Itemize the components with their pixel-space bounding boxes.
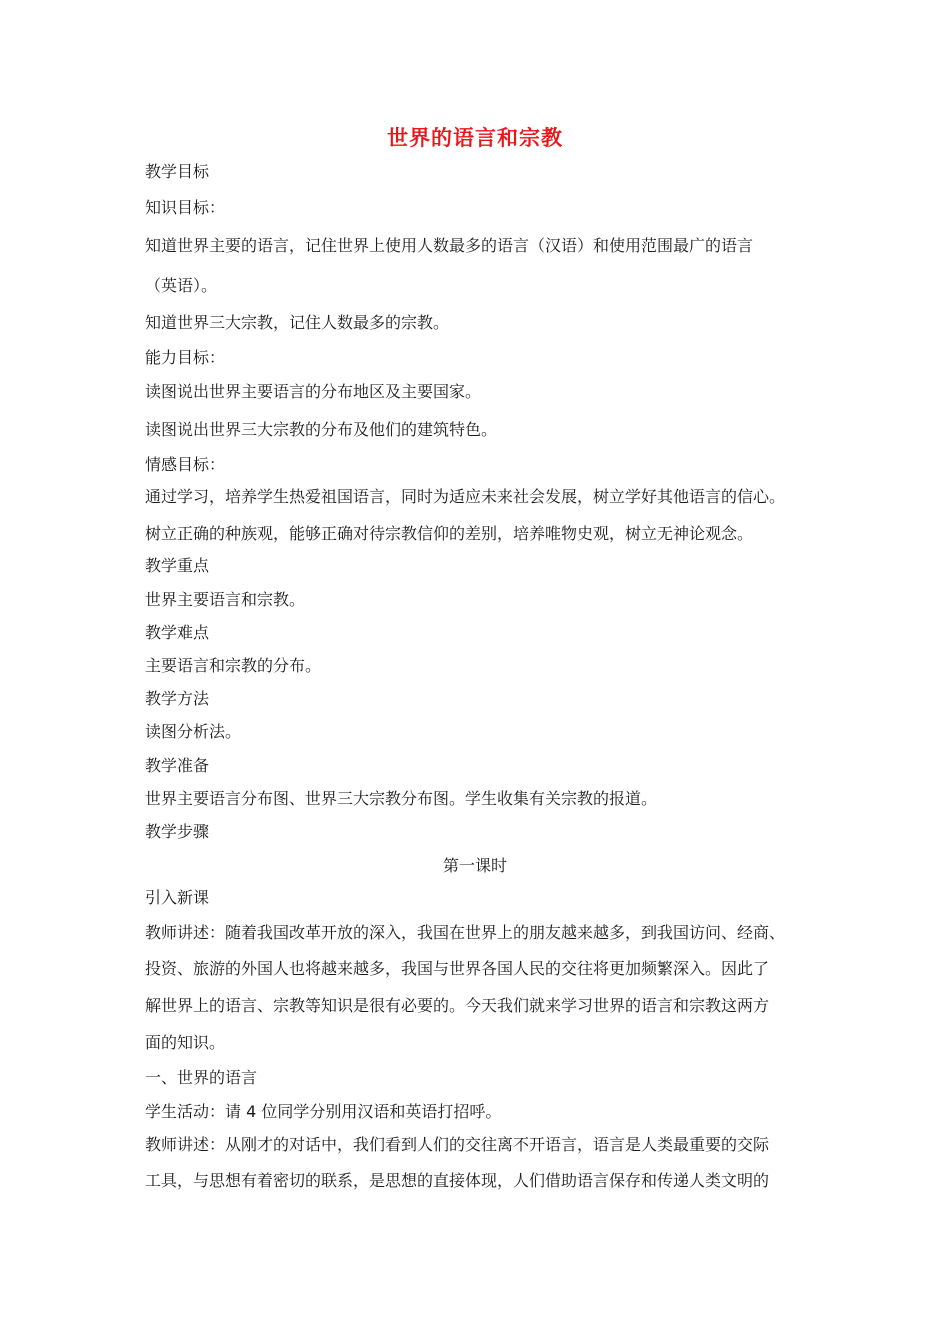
subheading: 引入新课 — [145, 888, 210, 907]
subheading: 能力目标： — [145, 348, 226, 367]
subheading: 情感目标： — [145, 455, 226, 474]
section-heading: 教学方法 — [145, 689, 210, 708]
paragraph-line: 投资、旅游的外国人也将越来越多，我国与世界各国人民的交往将更加频繁深入。因此了 — [145, 959, 770, 978]
section-heading: 教学步骤 — [145, 822, 210, 841]
section-heading: 教学重点 — [145, 556, 210, 575]
paragraph-line: 通过学习，培养学生热爱祖国语言，同时为适应未来社会发展，树立学好其他语言的信心。 — [145, 487, 786, 506]
paragraph-line: 解世界上的语言、宗教等知识是很有必要的。今天我们就来学习世界的语言和宗教这两方 — [145, 996, 770, 1015]
subheading: 一、世界的语言 — [145, 1068, 258, 1087]
paragraph-line: 读图分析法。 — [145, 722, 242, 741]
section-heading: 教学难点 — [145, 623, 210, 642]
paragraph-line: 教师讲述：随着我国改革开放的深入，我国在世界上的朋友越来越多，到我国访问、经商、 — [145, 923, 786, 942]
paragraph-line: 知道世界主要的语言，记住世界上使用人数最多的语言（汉语）和使用范围最广的语言 — [145, 236, 754, 255]
paragraph-line: 世界主要语言分布图、世界三大宗教分布图。学生收集有关宗教的报道。 — [145, 789, 658, 808]
paragraph-line: 学生活动：请 4 位同学分别用汉语和英语打招呼。 — [145, 1102, 502, 1121]
subheading: 知识目标： — [145, 198, 226, 217]
section-heading: 教学目标 — [145, 162, 210, 181]
paragraph-line: 工具，与思想有着密切的联系，是思想的直接体现，人们借助语言保存和传递人类文明的 — [145, 1171, 770, 1190]
paragraph-line: 面的知识。 — [145, 1033, 226, 1052]
paragraph-line: （英语）。 — [145, 276, 218, 295]
section-heading: 教学准备 — [145, 756, 210, 775]
lesson-period-heading: 第一课时 — [442, 856, 507, 875]
paragraph-line: 树立正确的种族观，能够正确对待宗教信仰的差别，培养唯物史观，树立无神论观念。 — [145, 524, 754, 543]
document-title: 世界的语言和宗教 — [387, 126, 563, 150]
paragraph-line: 教师讲述：从刚才的对话中，我们看到人们的交往离不开语言，语言是人类最重要的交际 — [145, 1135, 770, 1154]
paragraph-line: 读图说出世界主要语言的分布地区及主要国家。 — [145, 382, 482, 401]
paragraph-line: 世界主要语言和宗教。 — [145, 590, 306, 609]
paragraph-line: 读图说出世界三大宗教的分布及他们的建筑特色。 — [145, 420, 498, 439]
paragraph-line: 知道世界三大宗教，记住人数最多的宗教。 — [145, 313, 450, 332]
paragraph-line: 主要语言和宗教的分布。 — [145, 656, 322, 675]
